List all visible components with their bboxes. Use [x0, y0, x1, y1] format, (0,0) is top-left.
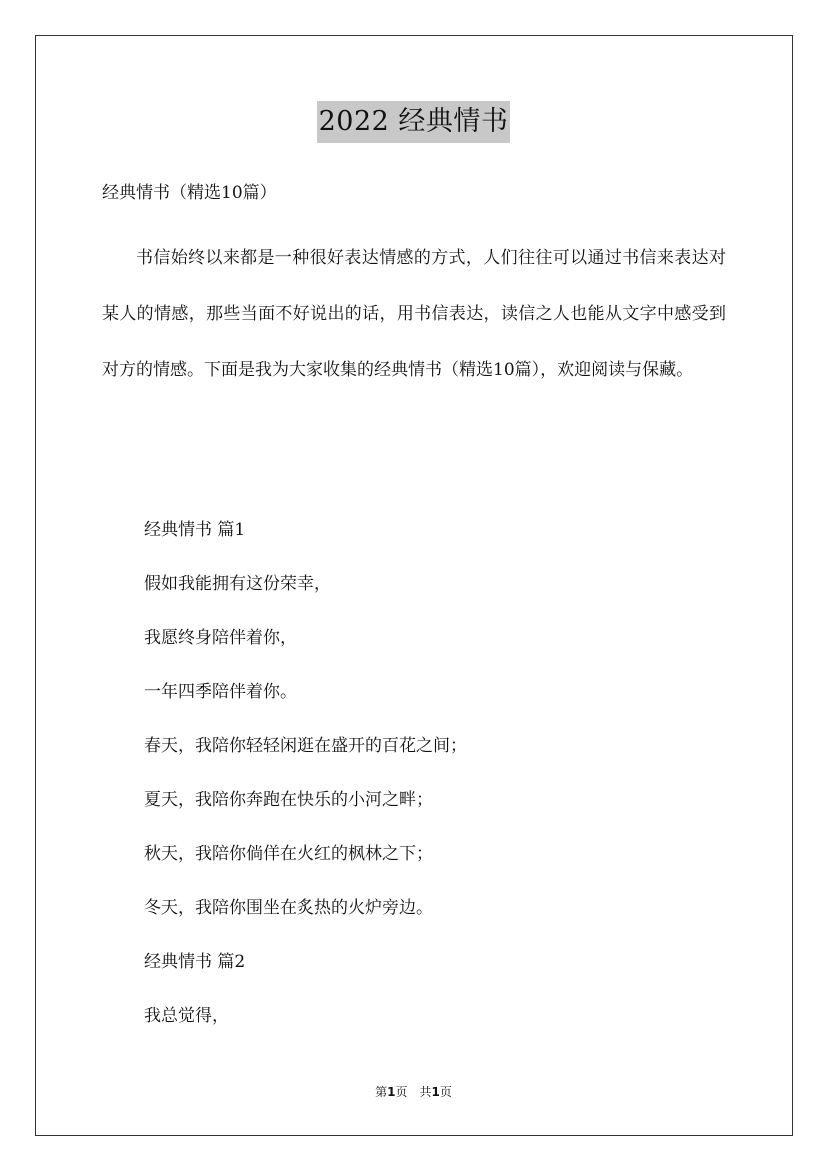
document-subtitle: 经典情书（精选10篇） — [102, 183, 277, 203]
poem-line: 冬天，我陪你围坐在炙热的火炉旁边。 — [144, 898, 433, 918]
poem-line: 夏天，我陪你奔跑在快乐的小河之畔； — [144, 790, 433, 810]
poem-line: 我愿终身陪伴着你， — [144, 628, 297, 648]
page-number: 1 — [387, 1085, 396, 1099]
letter-lines — [144, 503, 467, 1043]
poem-line: 秋天，我陪你倘佯在火红的枫林之下； — [144, 844, 433, 864]
page-suffix: 页 — [395, 1085, 408, 1099]
poem-line: 假如我能拥有这份荣幸， — [144, 574, 331, 594]
poem-line: 我总觉得， — [144, 1006, 229, 1026]
section-heading-2: 经典情书 篇2 — [144, 952, 246, 972]
intro-paragraph: 书信始终以来都是一种很好表达情感的方式，人们往往可以通过书信来表达对某人的情感，那些当面不好说出的话，用书信表达，读信之人也能从文字中感受到对方的情感。下面是我为大家收集的经典情书（精选10篇），欢迎阅读与保藏。 — [102, 248, 726, 380]
document-title: 2022 经典情书 — [317, 101, 511, 143]
total-suffix: 页 — [439, 1085, 452, 1099]
total-prefix: 共 — [419, 1085, 432, 1099]
section-heading-1: 经典情书 篇1 — [144, 520, 246, 540]
document-title-block — [0, 100, 827, 143]
page-footer — [0, 1082, 827, 1102]
poem-line: 春天，我陪你轻轻闲逛在盛开的百花之间； — [144, 736, 467, 756]
page-prefix: 第 — [375, 1085, 388, 1099]
total-pages: 1 — [431, 1085, 440, 1099]
poem-line: 一年四季陪伴着你。 — [144, 682, 297, 702]
